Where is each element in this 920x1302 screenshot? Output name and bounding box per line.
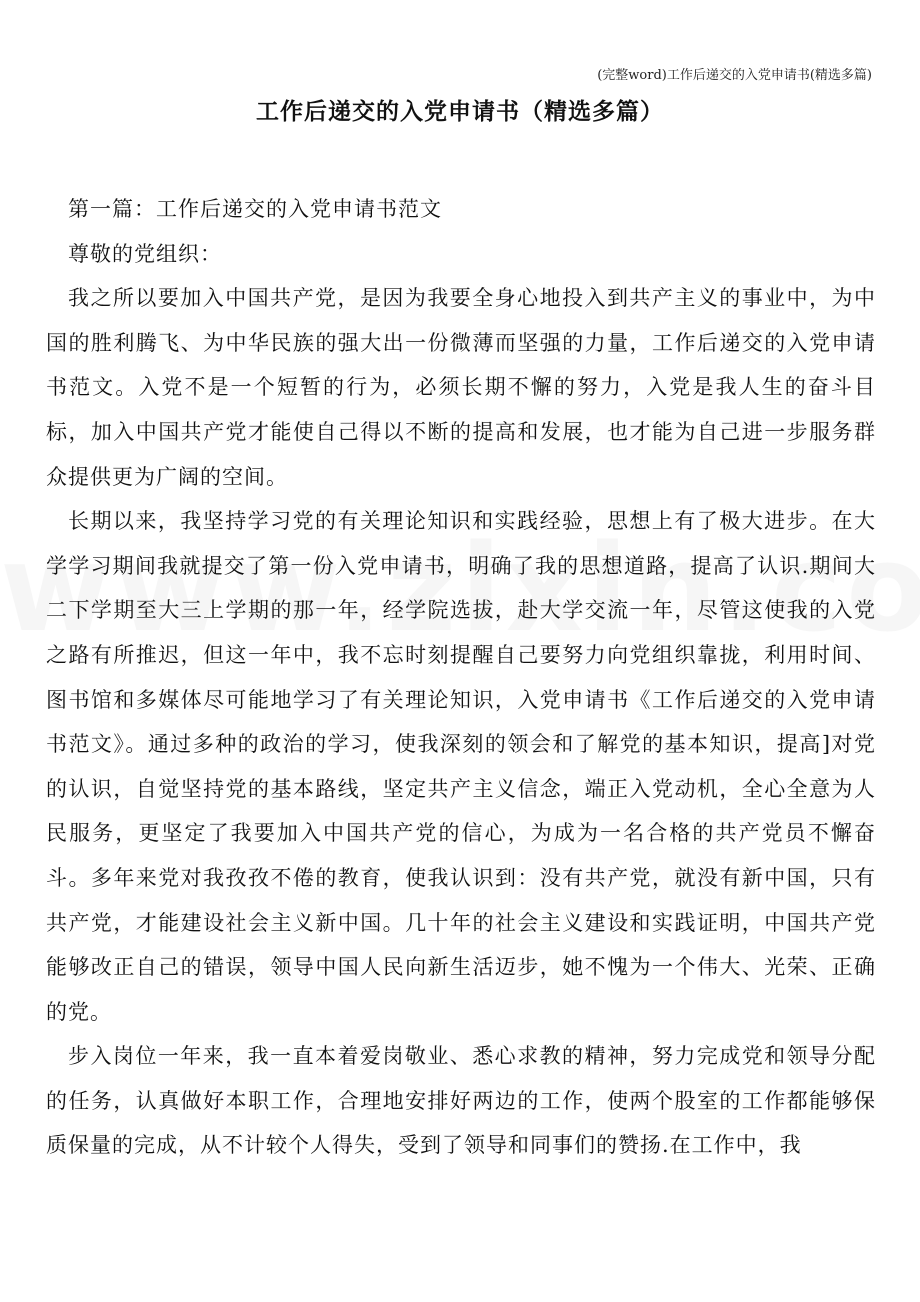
salutation: 尊敬的党组织： <box>68 241 222 266</box>
body-paragraph: 我之所以要加入中国共产党，是因为我要全身心地投入到共产主义的事业中，为中国的胜利腾飞、为中华民族的强大出一份微薄而坚强的力量，工作后递交的入党申请书范文。入党不是一个短暂的行为，必须长期不懈的努力，入党是我人生的奋斗目标，加入中国共产党才能使自己得以不断的提高和发展，也才能为自己进一步服务群众提供更为广阔的空间。 <box>46 286 876 489</box>
document-title: 工作后递交的入党申请书（精选多篇） <box>256 99 664 125</box>
body-paragraph: 步入岗位一年来，我一直本着爱岗敬业、悉心求教的精神，努力完成党和领导分配的任务，认真做好本职工作，合理地安排好两边的工作，使两个股室的工作都能够保质保量的完成，从不计较个人得失，受到了领导和同事们的赞扬.在工作中，我 <box>46 1044 876 1158</box>
section-heading: 第一篇：工作后递交的入党申请书范文 <box>68 197 442 221</box>
body-paragraph: 长期以来，我坚持学习党的有关理论知识和实践经验，思想上有了极大进步。在大学学习期间我就提交了第一份入党申请书，明确了我的思想道路，提高了认识.期间大二下学期至大三上学期的那一年，经学院选拔，赴大学交流一年，尽管这使我的入党之路有所推迟，但这一年中，我不忘时刻提醒自己要努力向党组织靠拢，利用时间、图书馆和多媒体尽可能地学习了有关理论知识，入党申请书《工作后递交的入党申请书范文》。通过多种的政治的学习，使我深刻的领会和了解党的基本知识，提高]对党的认识，自觉坚持党的基本路线，坚定共产主义信念，端正入党动机，全心全意为人民服务，更坚定了我要加入中国共产党的信心，为成为一名合格的共产党员不懈奋斗。多年来党对我孜孜不倦的教育，使我认识到：没有共产党，就没有新中国，只有共产党，才能建设社会主义新中国。几十年的社会主义建设和实践证明，中国共产党能够改正自己的错误，领导中国人民向新生活迈步，她不愧为一个伟大、光荣、正确的党。 <box>46 509 876 1024</box>
running-header: (完整word)工作后递交的入党申请书(精选多篇) <box>597 68 872 83</box>
document-body <box>46 187 876 1168</box>
